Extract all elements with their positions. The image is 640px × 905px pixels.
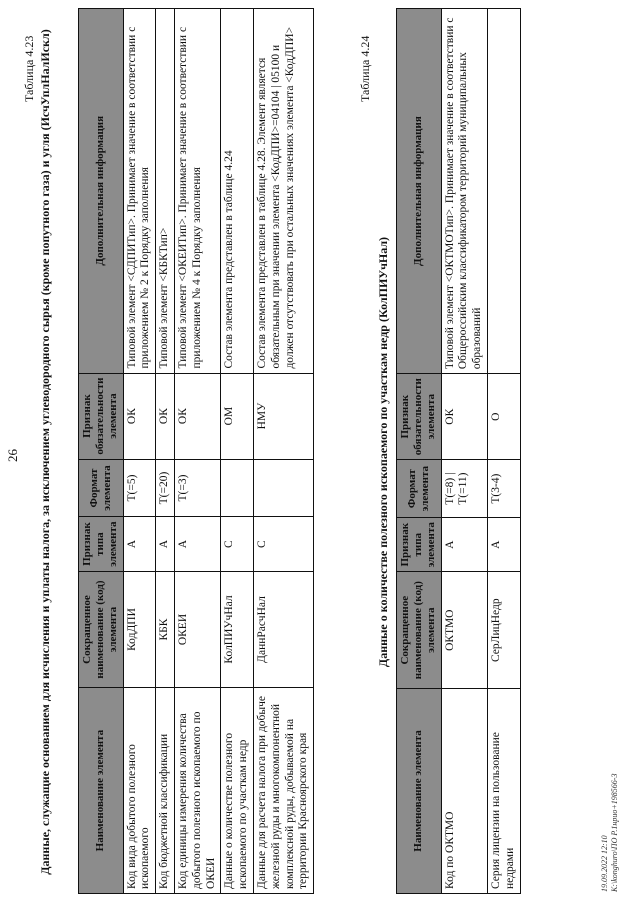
table-cell: КБК (156, 571, 175, 687)
column-header: Сокращенное наименование (код) элемента (79, 571, 124, 687)
page-number: 26 (5, 449, 20, 462)
table-cell: С (253, 517, 313, 571)
table-cell: Типовой элемент <ОКЕИТип>. Принимает значение в соответствии с приложением № 4 к Порядку заполнения (174, 9, 220, 374)
table-cell: А (156, 517, 175, 571)
table-cell: Типовой элемент <КБКТип> (156, 9, 175, 374)
table-cell: Серия лицензии на пользование недрами (487, 688, 520, 893)
column-header: Признак обязательности элемента (397, 374, 442, 460)
table-cell: T(=5) (123, 459, 156, 517)
table-cell: ОК (123, 373, 156, 459)
table-cell: T(=20) (156, 459, 175, 517)
column-header: Наименование элемента (79, 688, 124, 894)
column-header: Признак обязательности элемента (79, 373, 124, 459)
table-4-24-title: Данные о количестве полезного ископаемого по участкам недр (КолПИУчНал) (376, 236, 390, 668)
table-cell: ОК (174, 373, 220, 459)
stamp-date: 19.09.2022 12:10 (600, 835, 609, 892)
table-cell: Данные для расчета налога при добыче железной руды и многокомпонентной комплексной руды, добываемой на территории Красноярского края (253, 688, 313, 894)
table-row (174, 9, 220, 894)
rotated-content (0, 2, 640, 902)
stamp-path: К:\konghuro\ПО Р.1нрио+198566-3 (610, 773, 620, 892)
table-cell: А (123, 517, 156, 571)
table-cell (253, 459, 313, 517)
table-cell: Типовой элемент <СДПИТип>. Принимает значение в соответствии с приложением № 2 к Порядку заполнения (123, 9, 156, 374)
table-4-24-label: Таблица 4.24 (358, 35, 372, 102)
table-header-row (397, 9, 442, 894)
table-4-23-title: Данные, служащие основанием для исчисления и уплаты налога, за исключением углеводородного сырья (кроме попутного газа) и угля (ИсчУплНалИскл) (38, 29, 52, 875)
table-cell: ДаннРасчНал (253, 571, 313, 687)
table-row (253, 9, 313, 894)
table-row (441, 9, 487, 894)
table-cell: КолПИУчНал (221, 571, 254, 687)
print-stamp (600, 774, 621, 892)
table-row (221, 9, 254, 894)
table-cell: Код по ОКТМО (441, 688, 487, 893)
table-4-23 (78, 8, 314, 894)
table-cell: Типовой элемент <ОКТМОТип>. Принимает значение в соответствии с Общероссийским классификатором территорий муниципальных образований (441, 9, 487, 374)
table-row (123, 9, 156, 894)
column-header: Дополнительная информация (397, 9, 442, 374)
table-cell: Состав элемента представлен в таблице 4.28. Элемент является обязательным при значении элемента <КодДПИ>=04104 | 05100 и должен отсутствовать при остальных значениях элемента <КодДПИ> (253, 9, 313, 374)
table-cell: T(=8) | T(=11) (441, 460, 487, 518)
table-cell: ОКТМО (441, 572, 487, 689)
column-header: Сокращенное наименование (код) элемента (397, 572, 442, 689)
column-header: Дополнительная информация (79, 9, 124, 374)
table-cell: ОК (441, 374, 487, 460)
table-cell: ОКЕИ (174, 571, 220, 687)
table-cell: А (441, 518, 487, 572)
table-cell (221, 459, 254, 517)
table-cell: Код бюджетной классификации (156, 688, 175, 894)
table-cell: КодДПИ (123, 571, 156, 687)
table-cell: Код вида добытого полезного ископаемого (123, 688, 156, 894)
table-cell: С (221, 517, 254, 571)
table-cell: Код единицы измерения количества добытого полезного ископаемого по ОКЕИ (174, 688, 220, 894)
table-cell: ОК (156, 373, 175, 459)
table-cell: СерЛицНедр (487, 572, 520, 689)
column-header: Признак типа элемента (79, 517, 124, 571)
column-header: Признак типа элемента (397, 518, 442, 572)
table-cell: Данные о количестве полезного ископаемого по участкам недр (221, 688, 254, 894)
column-header: Формат элемента (79, 459, 124, 517)
table-cell: Состав элемента представлен в таблице 4.24 (221, 9, 254, 374)
table-cell: НМУ (253, 373, 313, 459)
column-header: Наименование элемента (397, 688, 442, 893)
table-header-row (79, 9, 124, 894)
table-cell: T(=3) (174, 459, 220, 517)
table-4-23-label: Таблица 4.23 (22, 35, 36, 102)
table-cell: А (174, 517, 220, 571)
table-cell: ОМ (221, 373, 254, 459)
table-4-24 (396, 8, 521, 894)
table-cell: О (487, 374, 520, 460)
table-cell: А (487, 518, 520, 572)
table-cell: T(3-4) (487, 460, 520, 518)
column-header: Формат элемента (397, 460, 442, 518)
table-row (487, 9, 520, 894)
table-row (156, 9, 175, 894)
table-cell (487, 9, 520, 374)
